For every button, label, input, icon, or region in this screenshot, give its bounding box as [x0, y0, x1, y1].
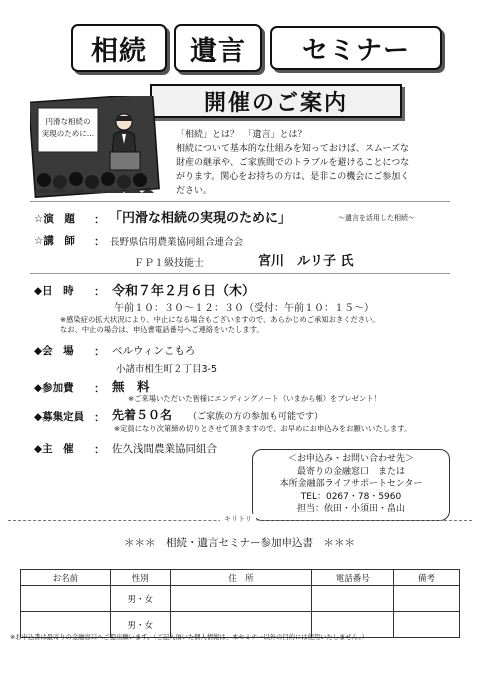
host-value: 佐久浅間農業協同組合: [112, 443, 217, 455]
fee-label: ◆参加費: [34, 382, 74, 394]
contact-line: 最寄りの金融窓口 または: [296, 466, 405, 477]
venue-name: ベルウィンこもろ: [112, 345, 196, 357]
capacity-note: ※定員になり次第締め切りとさせて頂きますので、お早めにお申込みをお願いいたします。: [114, 424, 412, 433]
divider: [30, 273, 450, 274]
address-cell[interactable]: [170, 586, 312, 612]
contact-heading: ＜お申込み・お問い合わせ先＞: [287, 454, 414, 464]
date-label: ◆日 時: [34, 285, 74, 297]
lecturer-name: 宮川 ルリ子 氏: [258, 254, 354, 269]
remarks-cell[interactable]: [394, 586, 460, 612]
contact-line: 本所金融部ライフサポートセンター: [279, 479, 423, 489]
board-text-line2: 実現のために…: [41, 129, 95, 138]
form-title: ＊＊＊ 相続・遺言セミナー参加申込書 ＊＊＊: [124, 537, 355, 549]
lecturer-title: ＦＰ１級技能士: [134, 258, 204, 269]
intro-line: ださい。: [176, 186, 213, 196]
theme-colon: ：: [94, 213, 105, 226]
theme-label: ☆演 題: [34, 213, 75, 225]
lecturer-label: ☆講 師: [34, 235, 75, 247]
capacity-value: 先着５０名: [112, 408, 173, 422]
lecturer-org: 長野県信用農業協同組合連合会: [110, 237, 244, 248]
lecture-illustration: [30, 96, 160, 198]
table-header-row: [21, 570, 460, 586]
col-remarks-header: 備考: [394, 570, 460, 586]
board-text-line1: 円滑な相続の: [45, 117, 91, 126]
capacity-label: ◆募集定員: [34, 411, 85, 423]
phone-cell[interactable]: [312, 586, 394, 612]
capacity-colon: ：: [94, 411, 105, 424]
intro-line: 相続について基本的な仕組みを知っておけば、スムーズな: [176, 144, 409, 154]
col-phone-header: 電話番号: [312, 570, 394, 586]
capacity-note-paren: （ご家族の方の参加も可能です）: [188, 412, 324, 422]
intro-line: 財産の継承や、ご家族間でのトラブルを避けることにつな: [176, 158, 410, 168]
table-row: [21, 586, 460, 612]
date-note: ※感染症の拡大状況により、中止になる場合もございますので、あらかじめご承知おきください。: [60, 315, 380, 324]
application-form-table: [20, 569, 460, 638]
col-address-header: 住 所: [170, 570, 312, 586]
name-cell[interactable]: [21, 586, 111, 612]
fee-note: ※ご来場いただいた皆様にエンディングノート（いまから帳）をプレゼント！: [128, 394, 381, 403]
gender-cell[interactable]: 男・女: [110, 586, 170, 612]
lecturer-colon: ：: [94, 235, 105, 248]
fee-colon: ：: [94, 382, 105, 395]
cut-label: キリトリ: [220, 514, 256, 524]
intro-line: 「相続」とは？ 「遺言」とは？: [176, 130, 307, 140]
title-souzoku: 相続: [71, 24, 167, 72]
venue-address: 小諸市相生町２丁目3-5: [116, 364, 218, 375]
venue-colon: ：: [94, 345, 105, 358]
subtitle-banner: 開催のご案内: [150, 84, 402, 118]
intro-line: がります。関心をお持ちの方は、是非この機会にご参加く: [176, 172, 410, 182]
intro-text: [176, 128, 466, 198]
divider: [30, 201, 450, 202]
time-value: 午前１０：３０～１２：３０（受付：午前１０：１５～）: [114, 303, 374, 314]
venue-label: ◆会 場: [34, 345, 74, 357]
date-colon: ：: [94, 285, 105, 298]
date-note: なお、中止の場合は、申込書電話番号へご連絡をいたします。: [60, 325, 264, 334]
gender-cell[interactable]: 男・女: [110, 612, 170, 638]
theme-note: ～遺言を活用した相続～: [338, 214, 415, 222]
title-igon: 遺言: [174, 24, 262, 72]
col-name-header: お名前: [21, 570, 111, 586]
lecture-scene-icon: [30, 96, 160, 198]
col-gender-header: 性別: [110, 570, 170, 586]
theme-value: 「円滑な相続の実現のために」: [109, 211, 292, 226]
host-label: ◆主 催: [34, 443, 74, 455]
title-seminar: セミナー: [270, 26, 442, 70]
contact-phone: TEL：0267・78・5960: [300, 491, 402, 502]
contact-staff: 担当：依田・小須田・畠山: [296, 504, 405, 514]
fee-value: 無 料: [112, 379, 150, 394]
form-footnote: ※お申込書は最寄りの金融窓口へご提出願います。（ご記入頂いた個人情報は、本セミナー以外の目的には使用いたしません。）: [10, 634, 368, 641]
contact-box: [252, 449, 450, 521]
host-colon: ：: [94, 443, 105, 456]
date-value: 令和７年２月６日（木）: [112, 284, 256, 299]
